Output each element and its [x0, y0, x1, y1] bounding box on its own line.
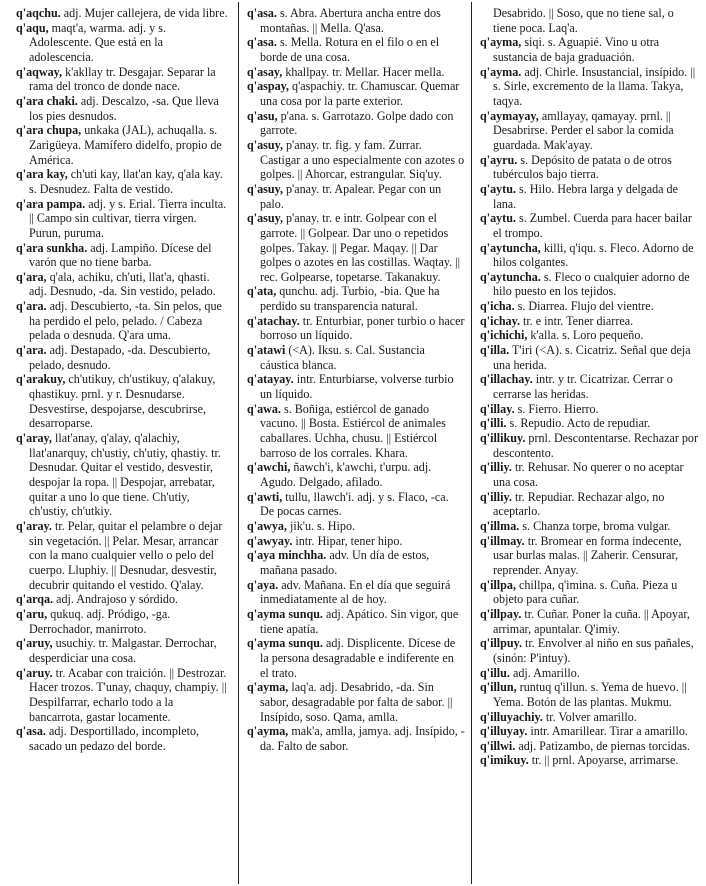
entry-headword: q'aytu.	[480, 181, 516, 196]
dictionary-entry	[16, 241, 230, 270]
entry-definition: s. Abra. Abertura ancha entre dos montañas. || Mella. Q'asa.	[260, 6, 441, 35]
dictionary-entry	[247, 372, 465, 401]
entry-headword: q'asa.	[247, 6, 277, 20]
entry-headword: q'ayma,	[480, 35, 522, 50]
entry-definition: qukuq. adj. Pródigo, -ga. Derrochador, manirroto.	[29, 606, 171, 636]
entry-definition: intr. Amarillear. Tirar a amarillo.	[527, 724, 688, 739]
dictionary-entry	[480, 416, 700, 431]
entry-headword: q'ara chupa,	[16, 123, 82, 138]
entry-headword: q'aya minchha.	[247, 548, 327, 563]
entry-headword: q'illpay.	[480, 606, 522, 621]
dictionary-entry	[16, 592, 230, 607]
entry-definition: adj. Destapado, -da. Descubierto, pelado, desnudo.	[29, 343, 211, 372]
entry-headword: q'illun,	[480, 680, 517, 695]
entry-headword: q'ata,	[247, 284, 277, 299]
entry-definition: s. Chanza torpe, broma vulgar.	[519, 518, 671, 533]
entry-definition: s. Repudio. Acto de repudiar.	[506, 416, 651, 431]
entry-definition: T'iri (<A). s. Cicatriz. Señal que deja una herida.	[493, 343, 691, 372]
entry-definition: k'akllay tr. Desgajar. Separar la rama del tronco de donde nace.	[29, 64, 216, 94]
entry-definition: prnl. Descontentarse. Rechazar por descontento.	[493, 431, 698, 460]
entry-headword: q'aqchu.	[16, 6, 61, 20]
entry-definition: intr. Hipar, tener hipo.	[292, 533, 403, 548]
entry-definition: killi, q'iqu. s. Fleco. Adorno de hilos colgantes.	[493, 240, 694, 270]
dictionary-entry	[16, 21, 230, 65]
entry-headword: q'illu.	[480, 665, 510, 680]
dictionary-entry	[480, 490, 700, 519]
entry-headword: q'arakuy,	[16, 372, 66, 387]
entry-headword: q'illpuy.	[480, 636, 523, 651]
entry-headword: q'aray.	[16, 518, 52, 533]
entry-definition: adj. Descalzo, -sa. Que lleva los pies desnudos.	[29, 93, 219, 123]
dictionary-entry	[480, 431, 700, 460]
entry-definition: s. Hilo. Hebra larga y delgada de lana.	[493, 181, 678, 211]
entry-definition: s. Depósito de patata o de otros tubérculos bajo tierra.	[493, 152, 672, 182]
entry-definition: adj. Lampiño. Dícese del varón que no tiene barba.	[29, 240, 212, 270]
entry-headword: q'asay,	[247, 64, 283, 79]
entry-definition: adj. y s. Erial. Tierra inculta. || Campo sin cultivar, tierra virgen. Purun, puruma.	[29, 196, 227, 240]
entry-definition: tr. Acabar con traición. || Destrozar. Hacer trozos. T'unay, chaquy, champiy. || Despilfarrar, echarlo todo a la bancarrota, gastar locamente.	[29, 665, 227, 724]
entry-headword: q'illay.	[480, 401, 515, 416]
entry-definition: runtuq q'illun. s. Yema de huevo. || Yema. Botón de las plantas. Mukmu.	[493, 680, 687, 709]
dictionary-entry	[16, 299, 230, 343]
dictionary-entry	[247, 65, 465, 80]
dictionary-entry	[247, 343, 465, 372]
entry-definition: adj. Desportillado, incompleto, sacado un pedazo del borde.	[29, 724, 200, 753]
entry-headword: q'illmay.	[480, 533, 525, 548]
entry-definition: adv. Un día de estos, mañana pasado.	[260, 548, 430, 577]
entry-headword: q'ichichi,	[480, 328, 528, 343]
entry-headword: q'ara pampa.	[16, 196, 86, 211]
entry-definition: adj. Mujer callejera, de vida libre.	[60, 6, 228, 20]
entry-headword: q'aray,	[16, 431, 52, 446]
entry-definition: amllayay, qamayay. prnl. || Desabrirse. Perder el sabor la comida guardada. Mak'ayay.	[493, 108, 674, 152]
entry-definition: ch'uti kay, llat'an kay, q'ala kay. s. Desnudez. Falta de vestido.	[29, 167, 223, 196]
dictionary-entry	[247, 79, 465, 108]
dictionary-entry	[247, 724, 465, 753]
entry-headword: q'awa.	[247, 401, 281, 416]
dictionary-entry	[247, 182, 465, 211]
dictionary-entry	[480, 460, 700, 489]
entry-headword: q'imikuy.	[480, 753, 529, 768]
dictionary-entry	[480, 372, 700, 401]
column-divider	[238, 2, 239, 884]
entry-definition: intr. y tr. Cicatrizar. Cerrar o cerrarse las heridas.	[493, 372, 673, 402]
dictionary-entry	[247, 35, 465, 64]
entry-definition: adj. Chirle. Insustancial, insípido. || s. Sirle, excremento de la llama. Takya, taqya.	[493, 64, 696, 108]
dictionary-entry	[16, 197, 230, 241]
entry-definition: tr. e intr. Tener diarrea.	[520, 313, 634, 328]
dictionary-entry	[480, 724, 700, 739]
entry-headword: q'ayma sunqu.	[247, 606, 323, 621]
entry-headword: q'illma.	[480, 518, 520, 533]
entry-definition: s. Zumbel. Cuerda para hacer bailar el trompo.	[493, 211, 692, 240]
entry-definition: tr. Enturbiar, poner turbio o hacer borroso un líquido.	[260, 313, 465, 343]
dictionary-entry	[480, 534, 700, 578]
dictionary-entry	[247, 519, 465, 534]
dictionary-entry	[480, 35, 700, 64]
entry-definition: tullu, llawch'i. adj. y s. Flaco, -ca. De pocas carnes.	[260, 489, 449, 519]
dictionary-entry	[480, 6, 700, 35]
entry-headword: q'ara sunkha.	[16, 240, 88, 255]
entry-definition: tr. Rehusar. No querer o no aceptar una cosa.	[493, 460, 684, 489]
entry-headword: q'icha.	[480, 299, 515, 314]
entry-definition: k'alla. s. Loro pequeño.	[527, 328, 644, 343]
dictionary-entry	[480, 65, 700, 109]
entry-definition: tr. Envolver al niño en sus pañales, (sinón: P'intuy).	[493, 636, 694, 665]
dictionary-entry	[16, 6, 230, 21]
entry-definition: usuchiy. tr. Malgastar. Derrochar, desperdiciar una cosa.	[29, 636, 217, 665]
entry-headword: q'ayma,	[247, 724, 289, 739]
entry-headword: q'aruy.	[16, 665, 53, 680]
entry-definition: adj. Displicente. Dícese de la persona desagradable e indiferente en el trato.	[260, 636, 456, 680]
dictionary-entry	[247, 636, 465, 680]
column-middle	[247, 6, 465, 753]
entry-headword: q'ara kay,	[16, 167, 68, 182]
dictionary-entry	[16, 94, 230, 123]
entry-definition: p'anay. tr. e intr. Golpear con el garrote. || Golpear. Dar uno o repetidos golpes. Takay. || Pegar. Maqay. || Dar golpes o azotes en las costillas. Waqtay. || rec. Golpearse, topetarse. Takanakuy.	[260, 211, 461, 284]
entry-definition: p'ana. s. Garrotazo. Golpe dado con garrote.	[260, 108, 454, 138]
entry-definition: unkaka (JAL), achuqalla. s. Zarigüeya. Mamífero didelfo, propio de América.	[29, 123, 222, 167]
dictionary-entry	[480, 343, 700, 372]
entry-definition: intr. Enturbiarse, volverse turbio un líquido.	[260, 372, 454, 402]
entry-headword: q'awchi,	[247, 460, 291, 475]
entry-headword: q'aspay,	[247, 79, 290, 94]
entry-headword: q'asuy,	[247, 137, 283, 152]
entry-definition: llat'anay, q'alay, q'alachiy, llat'anarquy, ch'ustiy, ch'utiy, qhastiy. tr. Desnudar. Quitar el vestido, desvestir, despojar la ropa. || Despojar, arrebatar, quitar a uno lo que tiene. Ch'utiy, ch'ustiy, ch'utkiy.	[29, 431, 221, 519]
entry-definition: siqi. s. Aguapié. Vino u otra sustancia de baja graduación.	[493, 35, 660, 64]
entry-definition: ch'utikuy, ch'ustikuy, q'alakuy, qhastikuy. prnl. y r. Desnudarse. Desvestirse, despojarse, descubrirse, desarroparse.	[29, 372, 216, 431]
entry-headword: q'ara chaki.	[16, 93, 78, 108]
entry-definition: adj. Descubierto, -ta. Sin pelos, que ha perdido el pelo, pelado. / Cabeza pelada o desnuda. Q'ara uma.	[29, 299, 222, 343]
column-right	[480, 6, 700, 768]
dictionary-entry	[247, 578, 465, 607]
dictionary-entry	[480, 109, 700, 153]
entry-definition: maqt'a, warma. adj. y s. Adolescente. Que está en la adolescencia.	[29, 20, 166, 64]
entry-definition: tr. Volver amarillo.	[542, 709, 637, 724]
column-divider	[471, 2, 472, 884]
dictionary-entry	[480, 710, 700, 725]
entry-headword: q'asa.	[16, 724, 46, 739]
dictionary-entry	[16, 607, 230, 636]
entry-headword: q'awti,	[247, 489, 283, 504]
entry-definition: q'aspachiy. tr. Chamuscar. Quemar una cosa por la parte exterior.	[260, 79, 460, 108]
entry-headword: q'awya,	[247, 518, 287, 533]
entry-headword: q'illi.	[480, 416, 507, 431]
entry-definition: tr. || prnl. Apoyarse, arrimarse.	[528, 753, 679, 768]
dictionary-entry	[480, 153, 700, 182]
entry-headword: q'illpa,	[480, 577, 516, 592]
dictionary-entry	[480, 211, 700, 240]
entry-headword: q'ayma,	[247, 680, 289, 695]
dictionary-entry	[16, 372, 230, 431]
entry-headword: q'atachay.	[247, 313, 300, 328]
entry-definition: Desabrido. || Soso, que no tiene sal, o tiene poca. Laq'a.	[493, 6, 674, 35]
entry-definition: ñawch'i, k'awchi, t'urpu. adj. Agudo. Delgado, afilado.	[260, 460, 432, 489]
dictionary-entry	[247, 534, 465, 549]
entry-headword: q'illwi.	[480, 738, 516, 753]
dictionary-entry	[480, 270, 700, 299]
entry-headword: q'ichay.	[480, 313, 520, 328]
entry-definition: tr. Cuñar. Poner la cuña. || Apoyar, arrimar, apuntalar. Q'imiy.	[493, 606, 690, 636]
entry-headword: q'illiy.	[480, 460, 512, 475]
entry-definition: qunchu. adj. Turbio, -bia. Que ha perdido su transparencia natural.	[260, 284, 440, 314]
dictionary-entry	[247, 314, 465, 343]
entry-headword: q'ayma.	[480, 64, 522, 79]
entry-definition: mak'a, amlla, jamya. adj. Insípido, -da. Falto de sabor.	[260, 724, 465, 753]
entry-headword: q'illuyay.	[480, 724, 528, 739]
entry-headword: q'atayay.	[247, 372, 294, 387]
entry-definition: jik'u. s. Hipo.	[286, 518, 356, 533]
entry-definition: tr. Pelar, quitar el pelambre o dejar sin vegetación. || Pelar. Mesar, arrancar con la mano cualquier vello o pelo del cuerpo. Lluphiy. || Desnudar, desvestir, decubrir quitando el vestido. Q'alay.	[29, 518, 223, 592]
entry-headword: q'asuy,	[247, 181, 283, 196]
entry-definition: s. Fleco o cualquier adorno de hilo puesto en los tejidos.	[493, 269, 690, 299]
entry-headword: q'ayma sunqu.	[247, 636, 323, 651]
entry-headword: q'atawi	[247, 343, 286, 358]
dictionary-entry	[480, 328, 700, 343]
entry-definition: p'anay. tr. Apalear. Pegar con un palo.	[260, 181, 442, 211]
entry-definition: s. Diarrea. Flujo del vientre.	[514, 299, 654, 314]
dictionary-entry	[247, 211, 465, 284]
entry-headword: q'illuyachiy.	[480, 709, 543, 724]
dictionary-entry	[247, 109, 465, 138]
entry-headword: q'illiy.	[480, 489, 512, 504]
dictionary-entry	[480, 666, 700, 681]
entry-headword: q'asa.	[247, 35, 277, 50]
dictionary-entry	[16, 636, 230, 665]
entry-headword: q'aqway,	[16, 64, 63, 79]
entry-headword: q'arqa.	[16, 592, 54, 607]
entry-definition: (<A). Iksu. s. Cal. Sustancia cáustica blanca.	[260, 343, 425, 372]
entry-headword: q'illikuy.	[480, 431, 526, 446]
dictionary-entry	[480, 314, 700, 329]
entry-definition: adj. Amarillo.	[509, 665, 580, 680]
entry-headword: q'ara.	[16, 299, 47, 314]
entry-headword: q'ara,	[16, 269, 47, 284]
dictionary-entry	[16, 270, 230, 299]
dictionary-entry	[480, 680, 700, 709]
dictionary-entry	[247, 460, 465, 489]
dictionary-entry	[480, 607, 700, 636]
dictionary-entry	[16, 65, 230, 94]
dictionary-entry	[480, 753, 700, 768]
dictionary-entry	[480, 636, 700, 665]
dictionary-entry	[480, 739, 700, 754]
entry-headword: q'aqu,	[16, 20, 49, 35]
dictionary-entry	[480, 519, 700, 534]
entry-headword: q'aru,	[16, 606, 48, 621]
dictionary-entry	[247, 284, 465, 313]
entry-definition: chillpa, q'imina. s. Cuña. Pieza u objeto para cuñar.	[493, 577, 678, 607]
entry-headword: q'asu,	[247, 108, 278, 123]
entry-definition: khallpay. tr. Mellar. Hacer mella.	[282, 64, 445, 79]
entry-headword: q'aytu.	[480, 211, 516, 226]
entry-definition: s. Fierro. Hierro.	[514, 401, 599, 416]
dictionary-entry	[247, 680, 465, 724]
dictionary-entry	[16, 519, 230, 592]
entry-definition: q'ala, achiku, ch'uti, llat'a, qhasti. adj. Desnudo, -da. Sin vestido, pelado.	[29, 269, 216, 299]
dictionary-entry	[480, 578, 700, 607]
entry-definition: p'anay. tr. fig. y fam. Zurrar. Castigar a uno especialmente con azotes o golpes. || Ahorcar, estrangular. Siq'uy.	[260, 137, 465, 182]
dictionary-entry	[247, 6, 465, 35]
entry-headword: q'aytuncha.	[480, 269, 541, 284]
dictionary-entry	[16, 724, 230, 753]
entry-definition: adv. Mañana. En el día que seguirá inmediatamente al de hoy.	[260, 577, 451, 607]
entry-definition: s. Mella. Rotura en el filo o en el borde de una cosa.	[260, 35, 440, 64]
entry-headword: q'illachay.	[480, 372, 533, 387]
dictionary-entry	[16, 343, 230, 372]
dictionary-entry	[480, 241, 700, 270]
entry-headword: q'aruy,	[16, 636, 53, 651]
entry-definition: tr. Bromear en forma indecente, usar burlas malas. || Zaherir. Censurar, reprender. Anyay.	[493, 533, 682, 577]
entry-headword: q'ayru.	[480, 152, 518, 167]
dictionary-entry	[16, 431, 230, 519]
entry-headword: q'asuy,	[247, 211, 283, 226]
entry-headword: q'aya.	[247, 577, 279, 592]
entry-headword: q'awyay.	[247, 533, 293, 548]
dictionary-entry	[247, 607, 465, 636]
entry-definition: adj. Andrajoso y sórdido.	[53, 592, 179, 607]
dictionary-entry	[480, 299, 700, 314]
dictionary-entry	[480, 182, 700, 211]
dictionary-entry	[16, 666, 230, 725]
entry-definition: tr. Repudiar. Rechazar algo, no aceptarlo.	[493, 489, 665, 519]
entry-headword: q'ara.	[16, 343, 47, 358]
column-left	[16, 6, 230, 753]
entry-headword: q'illa.	[480, 343, 510, 358]
entry-definition: adj. Patizambo, de piernas torcidas.	[515, 738, 690, 753]
entry-headword: q'aymayay,	[480, 108, 539, 123]
dictionary-entry	[16, 123, 230, 167]
entry-definition: laq'a. adj. Desabrido, -da. Sin sabor, desagradable por falta de sabor. || Insípido, soso. Qama, amlla.	[260, 680, 453, 724]
entry-definition: s. Boñiga, estiércol de ganado vacuno. || Bosta. Estiércol de animales caballares. Uchha, chusu. || Estiércol barroso de los corrales. Khara.	[260, 401, 446, 460]
dictionary-entry	[16, 167, 230, 196]
dictionary-entry	[247, 138, 465, 182]
entry-headword: q'aytuncha,	[480, 240, 541, 255]
dictionary-entry	[247, 402, 465, 461]
dictionary-entry	[247, 490, 465, 519]
dictionary-entry	[247, 548, 465, 577]
entry-definition: adj. Apático. Sin vigor, que tiene apatía.	[260, 606, 459, 636]
dictionary-entry	[480, 402, 700, 417]
